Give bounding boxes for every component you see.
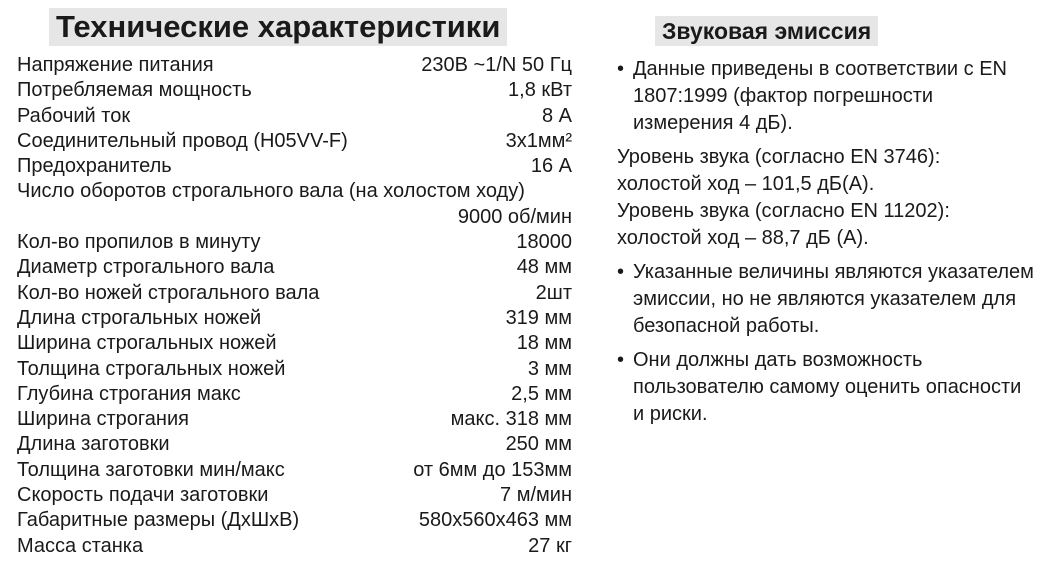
spec-value: макс. 318 мм [450, 408, 572, 431]
spec-row [17, 179, 572, 230]
spec-label: Диаметр строгального вала [17, 256, 275, 279]
spec-label: Длина строгальных ножей [17, 306, 262, 329]
spec-label: Масса станка [17, 534, 144, 557]
spec-label: Длина заготовки [17, 433, 170, 456]
spec-label: Кол-во пропилов в минуту [17, 231, 261, 254]
spec-value: 16 А [530, 155, 572, 178]
spec-row [17, 357, 572, 382]
sound-level-line: холостой ход – 88,7 дБ (А). [617, 227, 869, 249]
spec-list [17, 53, 572, 559]
spec-row [17, 534, 572, 559]
spec-row [17, 230, 572, 255]
spec-row [17, 458, 572, 483]
spec-row [17, 432, 572, 457]
spec-label: Соединительный провод (H05VV-F) [17, 129, 348, 152]
spec-label: Габаритные размеры (ДхШхВ) [17, 509, 300, 532]
spec-value: 250 мм [505, 433, 572, 456]
spec-row [17, 508, 572, 533]
spec-row [17, 78, 572, 103]
spec-label: Напряжение питания [17, 54, 214, 76]
spec-value: 27 кг [528, 534, 572, 557]
spec-value: от 6мм до 153мм [413, 458, 572, 481]
spec-value: 3 мм [527, 357, 572, 380]
spec-row [17, 281, 572, 306]
spec-row [17, 129, 572, 154]
spec-label: Потребляемая мощность [17, 79, 252, 102]
sound-level-line: холостой ход – 101,5 дБ(А). [617, 173, 875, 195]
spec-row [17, 104, 572, 129]
spec-value: 18000 [516, 231, 572, 254]
spec-label: Толщина заготовки мин/макс [17, 458, 285, 481]
spec-value: 230В ~1/N 50 Гц [421, 54, 572, 76]
spec-row [17, 53, 572, 78]
spec-row [17, 331, 572, 356]
spec-label: Толщина строгальных ножей [17, 357, 286, 380]
spec-value: 1,8 кВт [508, 79, 572, 102]
spec-label: Ширина строгальных ножей [17, 332, 277, 355]
spec-value: 2,5 мм [511, 382, 572, 405]
emission-bullet: • Указанные величины являются указателем эмиссии, но не являются указателем для безопасной работы. [617, 259, 1037, 340]
spec-label: Число оборотов строгального вала (на холостом ходу) [17, 180, 525, 203]
emission-section [617, 56, 1037, 435]
spec-row [17, 154, 572, 179]
spec-label: Кол-во ножей строгального вала [17, 281, 320, 304]
emission-heading: Звуковая эмиссия [655, 16, 878, 46]
spec-row [17, 306, 572, 331]
spec-value: 18 мм [516, 332, 572, 355]
spec-value: 580x560x463 мм [418, 509, 572, 532]
spec-row [17, 407, 572, 432]
spec-value: 3x1мм² [505, 129, 572, 152]
spec-value: 9000 об/мин [457, 205, 572, 228]
spec-row [17, 382, 572, 407]
spec-label: Ширина строгания [17, 408, 189, 431]
main-heading: Технические характеристики [49, 8, 507, 46]
spec-label: Предохранитель [17, 155, 172, 178]
spec-value: 7 м/мин [500, 484, 572, 507]
sound-level-line: Уровень звука (согласно EN 3746): [617, 146, 941, 168]
spec-label: Рабочий ток [17, 104, 131, 127]
emission-bullet: • Данные приведены в соответствии с EN 1807:1999 (фактор погрешности измерения 4 дБ). [617, 56, 1037, 137]
sound-level-line: Уровень звука (согласно EN 11202): [617, 200, 950, 222]
emission-bullet: • Они должны дать возможность пользователю самому оценить опасности и риски. [617, 347, 1037, 428]
spec-value: 48 мм [516, 256, 572, 279]
spec-value: 8 А [541, 104, 572, 127]
spec-value: 319 мм [505, 306, 572, 329]
spec-label: Скорость подачи заготовки [17, 484, 269, 507]
spec-row [17, 255, 572, 280]
spec-value: 2шт [535, 281, 572, 304]
sound-level-paragraph [617, 144, 1037, 252]
spec-row [17, 483, 572, 508]
spec-label: Глубина строгания макс [17, 382, 241, 405]
